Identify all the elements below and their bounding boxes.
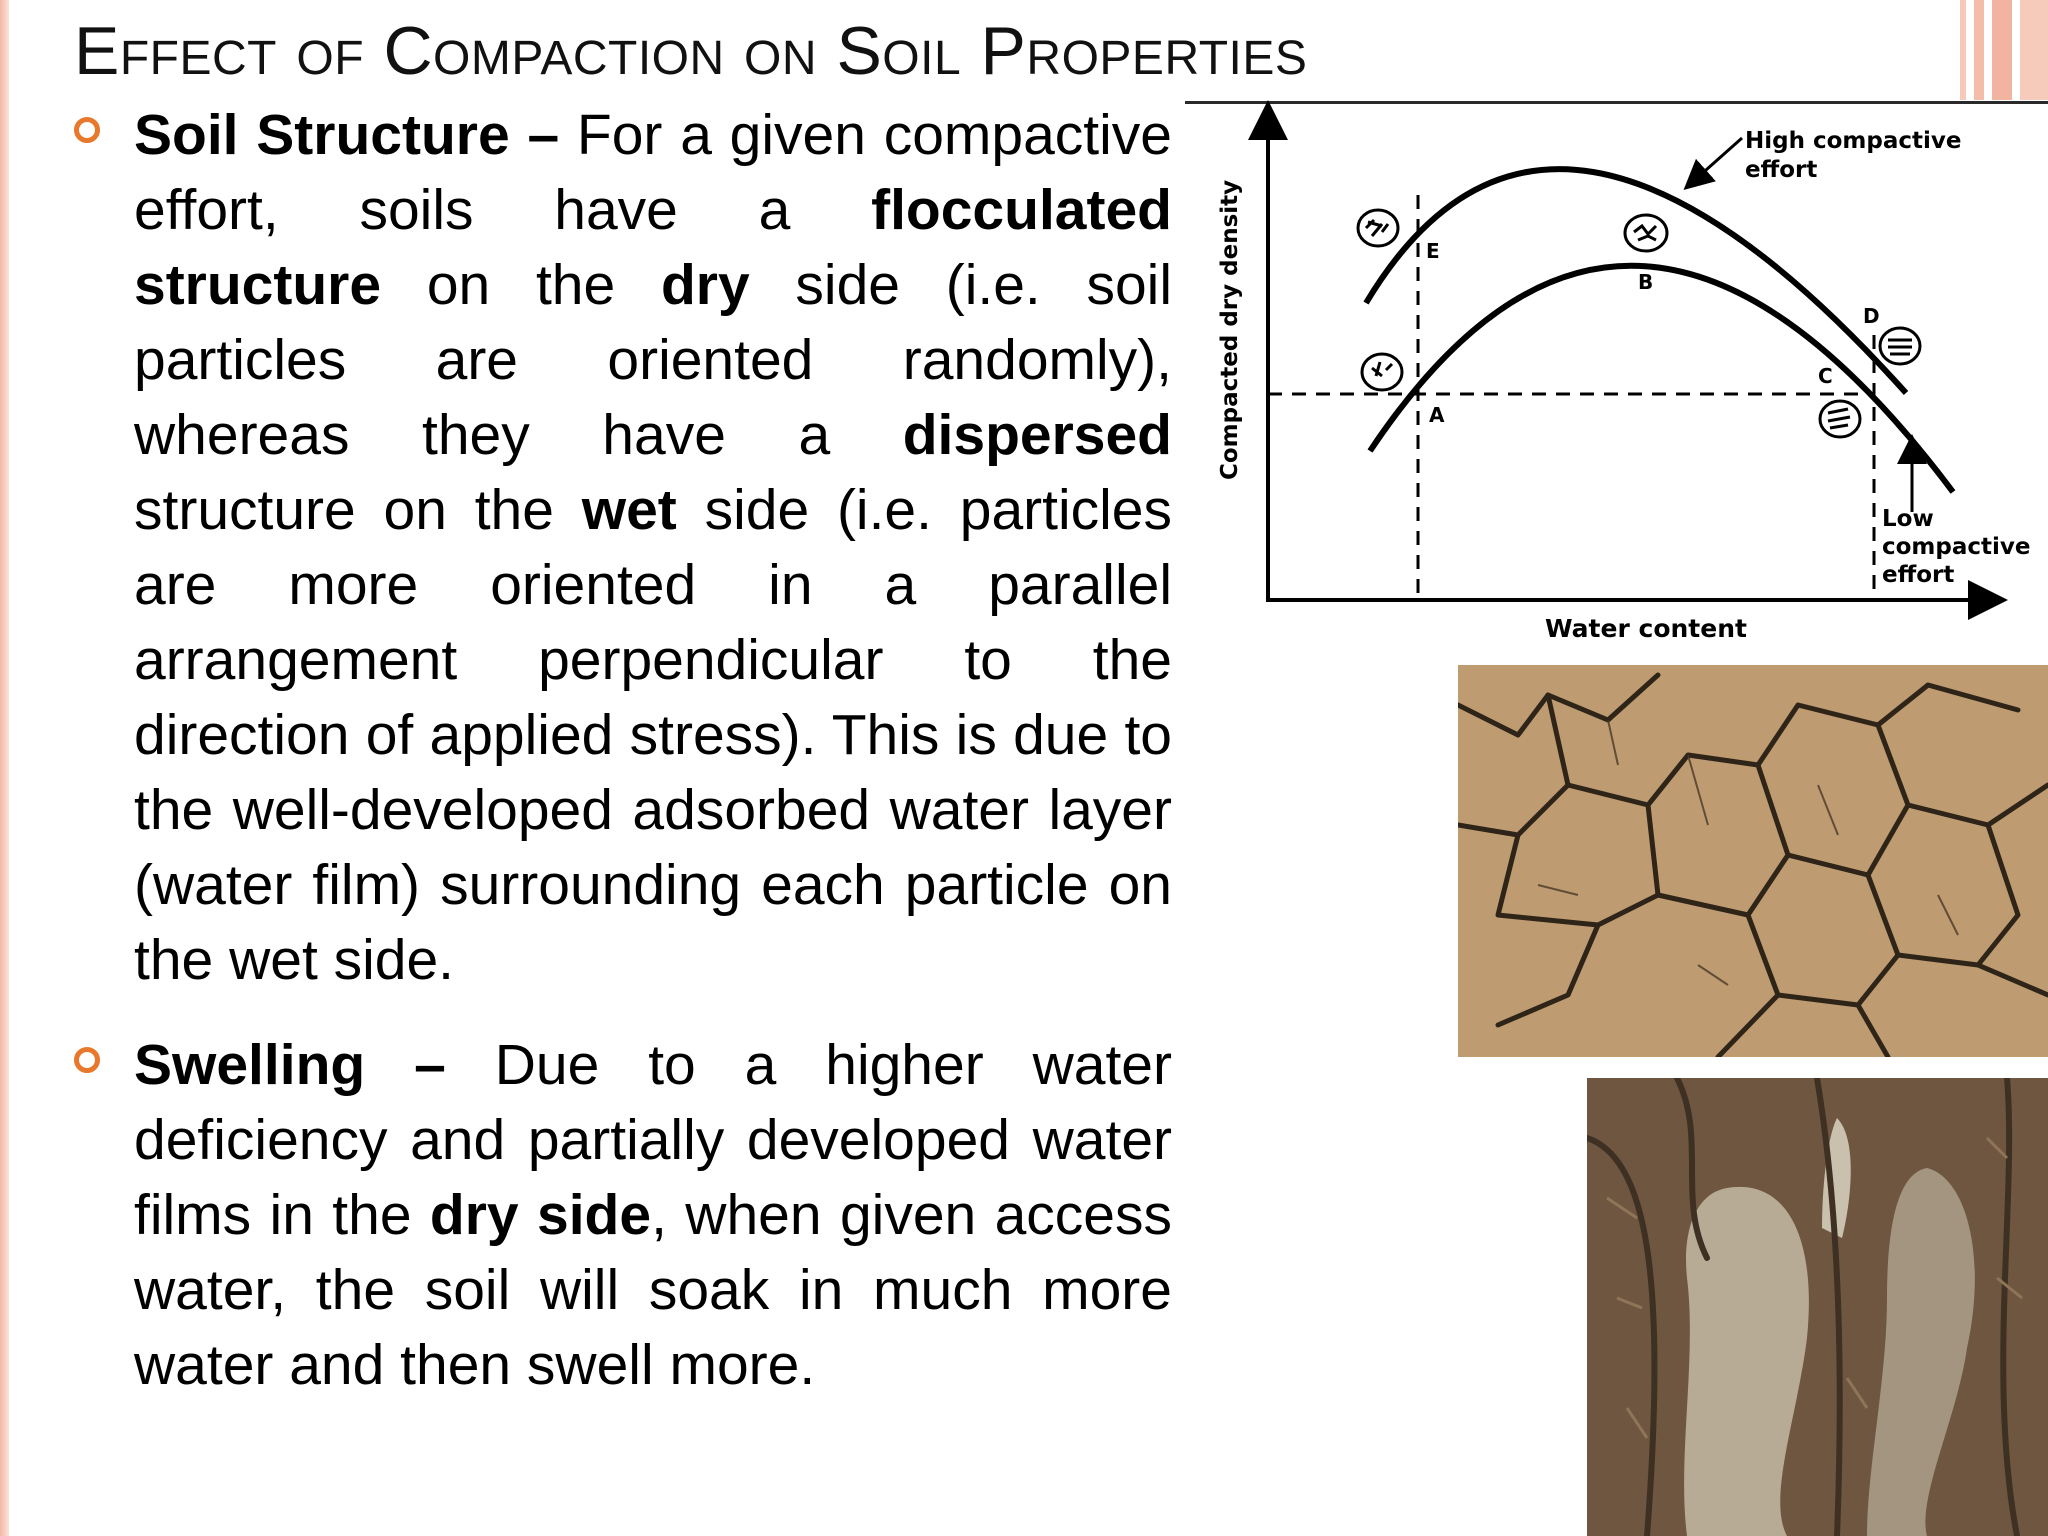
- text-segment: side (i.e. soil particles are oriented randomly), whereas they have a: [134, 253, 1172, 467]
- term-soil-structure: Soil Structure –: [134, 103, 560, 167]
- point-label-b: B: [1638, 270, 1654, 294]
- dispersed-particle-icon: [1820, 401, 1860, 437]
- text-segment: For a given compactive effort, soils have a: [134, 103, 1172, 242]
- high-effort-label-line1: High compactive: [1745, 128, 1962, 154]
- point-label-e: E: [1426, 239, 1440, 263]
- term-swelling: Swelling –: [134, 1033, 446, 1097]
- flocculated-particle-icon: [1625, 215, 1667, 251]
- point-label-d: D: [1863, 304, 1880, 328]
- text-segment: Due to a higher water deficiency and partially developed water films in the: [134, 1033, 1172, 1247]
- flocculated-particle-icon: [1362, 354, 1402, 390]
- text-segment: , when given access water, the soil will soak in much more water and then swell more.: [134, 1183, 1173, 1397]
- term-dispersed: dispersed: [902, 403, 1172, 467]
- cracked-dry-soil-photo: [1458, 665, 2048, 1057]
- bullet-soil-structure: [74, 98, 1172, 998]
- bullet-text: [134, 1028, 1172, 1403]
- point-label-a: A: [1429, 403, 1445, 427]
- term-dry-side: dry side: [429, 1183, 652, 1247]
- text-segment: structure on the: [134, 478, 582, 542]
- high-effort-label-line2: effort: [1745, 157, 1818, 183]
- term-dry: dry: [660, 253, 750, 317]
- text-segment: on the: [381, 253, 661, 317]
- point-label-c: C: [1818, 364, 1833, 388]
- flocculated-particle-icon: [1358, 210, 1398, 246]
- bullet-swelling: [74, 1028, 1172, 1403]
- high-effort-curve: [1366, 169, 1906, 393]
- bullet-text: [134, 98, 1172, 998]
- low-effort-label-line1: Low: [1882, 506, 1934, 532]
- low-effort-label-line3: effort: [1882, 562, 1955, 588]
- slide-corner-decoration: [1960, 0, 2048, 100]
- low-effort-curve: [1370, 266, 1953, 492]
- y-axis-label: Compacted dry density: [1217, 179, 1243, 480]
- wet-muddy-soil-photo: [1587, 1078, 2048, 1536]
- high-effort-pointer: [1688, 138, 1742, 186]
- x-axis-label: Water content: [1545, 614, 1747, 643]
- bullet-list: [74, 98, 1172, 1433]
- slide-left-border: [0, 0, 9, 1536]
- bullet-ring-icon: [74, 1047, 100, 1073]
- low-effort-label-line2: compactive: [1882, 534, 2031, 560]
- slide-title: Effect of Compaction on Soil Properties: [74, 13, 1308, 89]
- compaction-curve-diagram: [1185, 98, 2048, 650]
- text-segment: side (i.e. particles are more oriented in a parallel arrangement perpendicular to the direction of applied stress). This is due to the well-developed adsorbed water layer (water film) surrounding each particle on the wet side.: [134, 478, 1173, 992]
- term-wet: wet: [581, 478, 677, 542]
- dispersed-particle-icon: [1880, 328, 1920, 364]
- bullet-ring-icon: [74, 117, 100, 143]
- term-flocculated: flocculated structure: [134, 178, 1172, 317]
